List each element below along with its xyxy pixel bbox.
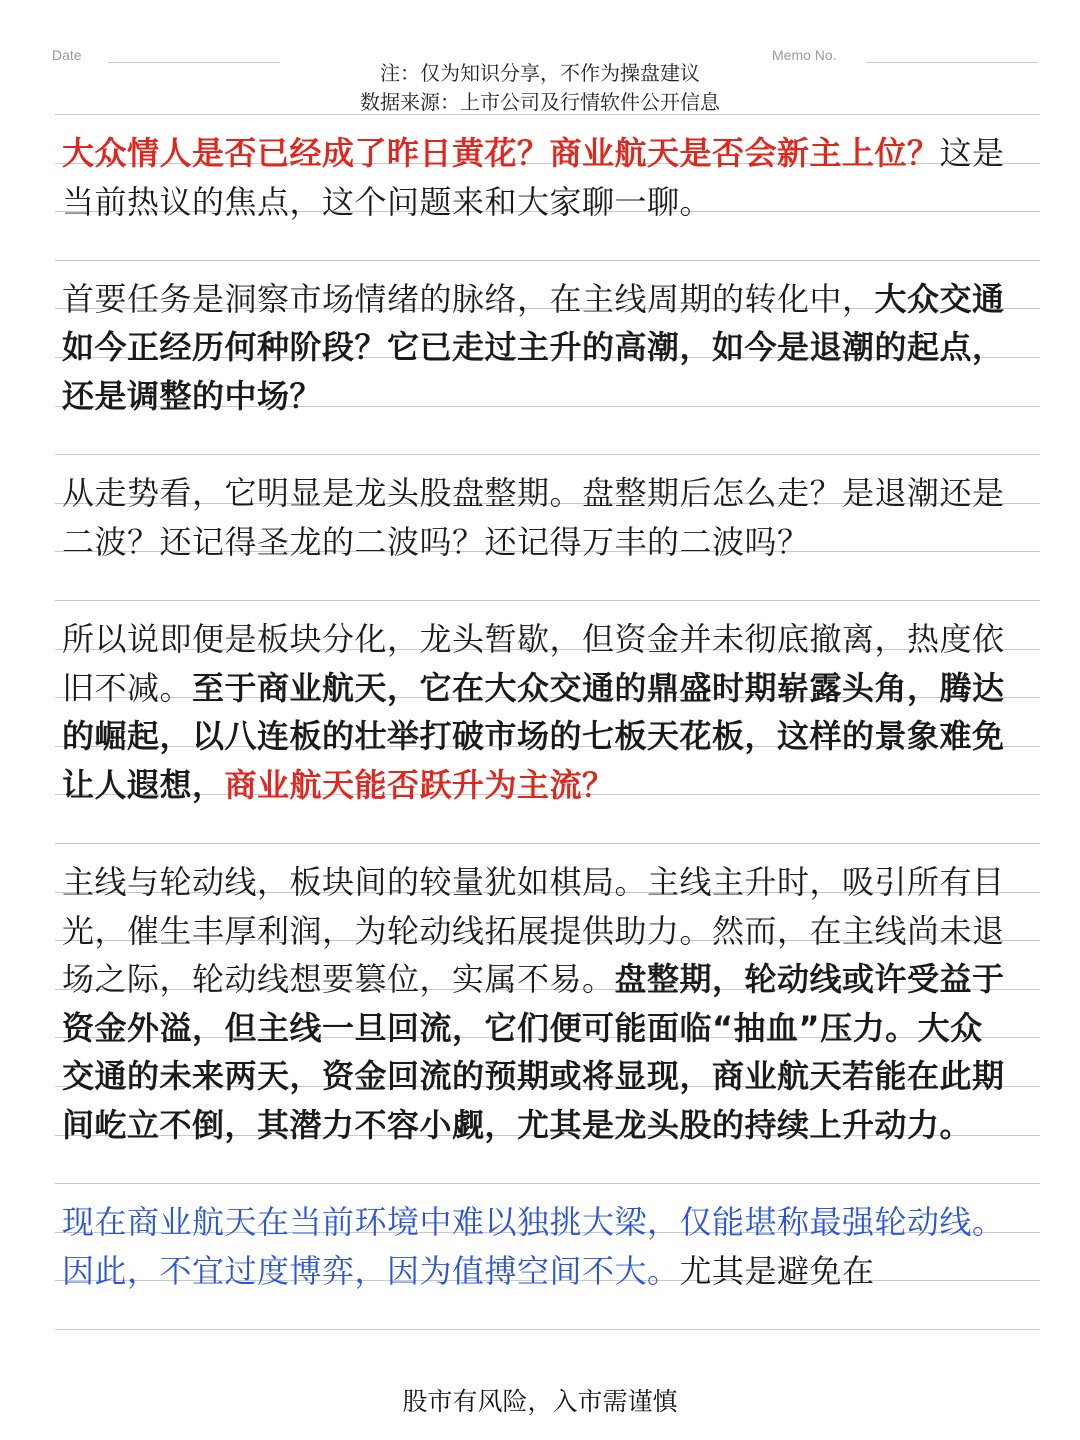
paragraph-2 xyxy=(62,275,1007,421)
paragraph-4-text: 所以说即便是板块分化，龙头暂歇，但资金并未彻底撤离，热度依旧不减。 xyxy=(62,619,1005,707)
paragraph-6-blue: 现在商业航天在当前环境中难以独挑大梁，仅能堪称最强轮动线。因此，不宜过度博弈，因为值搏空间不大。 xyxy=(62,1203,1005,1290)
paragraph-6 xyxy=(62,1198,1007,1295)
risk-warning: 股市有风险，入市需谨慎 xyxy=(402,1387,678,1416)
disclaimer-note: 注：仅为知识分享，不作为操盘建议 xyxy=(380,61,700,85)
paragraph-5-text: 主线与轮动线，板块间的较量犹如棋局。主线主升时，吸引所有目光，催生丰厚利润，为轮动线拓展提供助力。然而，在主线尚未退场之际，轮动线想要篡位，实属不易。 xyxy=(62,862,1005,999)
paragraph-2-text: 首要任务是洞察市场情绪的脉络，在主线周期的转化中， xyxy=(62,279,875,318)
memo-label: Memo No. xyxy=(772,47,837,63)
ruled-line xyxy=(55,1329,1040,1330)
paragraph-3-text: 从走势看，它明显是龙头股盘整期。盘整期后怎么走？是退潮还是二波？还记得圣龙的二波吗？还记得万丰的二波吗？ xyxy=(62,474,1005,561)
source-note: 数据来源：上市公司及行情软件公开信息 xyxy=(360,90,720,114)
paragraph-2-bold: 大众交通如今正经历何种阶段？它已走过主升的高潮，如今是退潮的起点，还是调整的中场？ xyxy=(62,279,1005,415)
headline: 大众情人是否已经成了昨日黄花？商业航天是否会新主上位？ xyxy=(62,134,940,172)
paragraph-3 xyxy=(62,469,1007,566)
date-label: Date xyxy=(52,47,82,63)
paragraph-6-text: 尤其是避免在 xyxy=(679,1251,875,1290)
paragraph-4-bold: 至于商业航天，它在大众交通的鼎盛时期崭露头角，腾达的崛起，以八连板的壮举打破市场的七板天花板，这样的景象难免让人遐想， xyxy=(62,668,1005,804)
paragraph-5 xyxy=(62,858,1007,1150)
paragraph-4 xyxy=(62,615,1007,809)
paragraph-1 xyxy=(62,129,1007,226)
paragraph-1-text: 这是当前热议的焦点，这个问题来和大家聊一聊。 xyxy=(62,134,1005,221)
ruled-line xyxy=(55,114,1040,115)
paragraph-4-highlight: 商业航天能否跃升为主流？ xyxy=(224,765,615,804)
article-body xyxy=(62,129,1007,1295)
paragraph-5-bold: 盘整期，轮动线或许受益于资金外溢，但主线一旦回流，它们便可能面临“抽血”压力。大众交通的未来两天，资金回流的预期或将显现，商业航天若能在此期间屹立不倒，其潜力不容小觑，尤其是龙头股的持续上升动力。 xyxy=(62,960,1005,1144)
